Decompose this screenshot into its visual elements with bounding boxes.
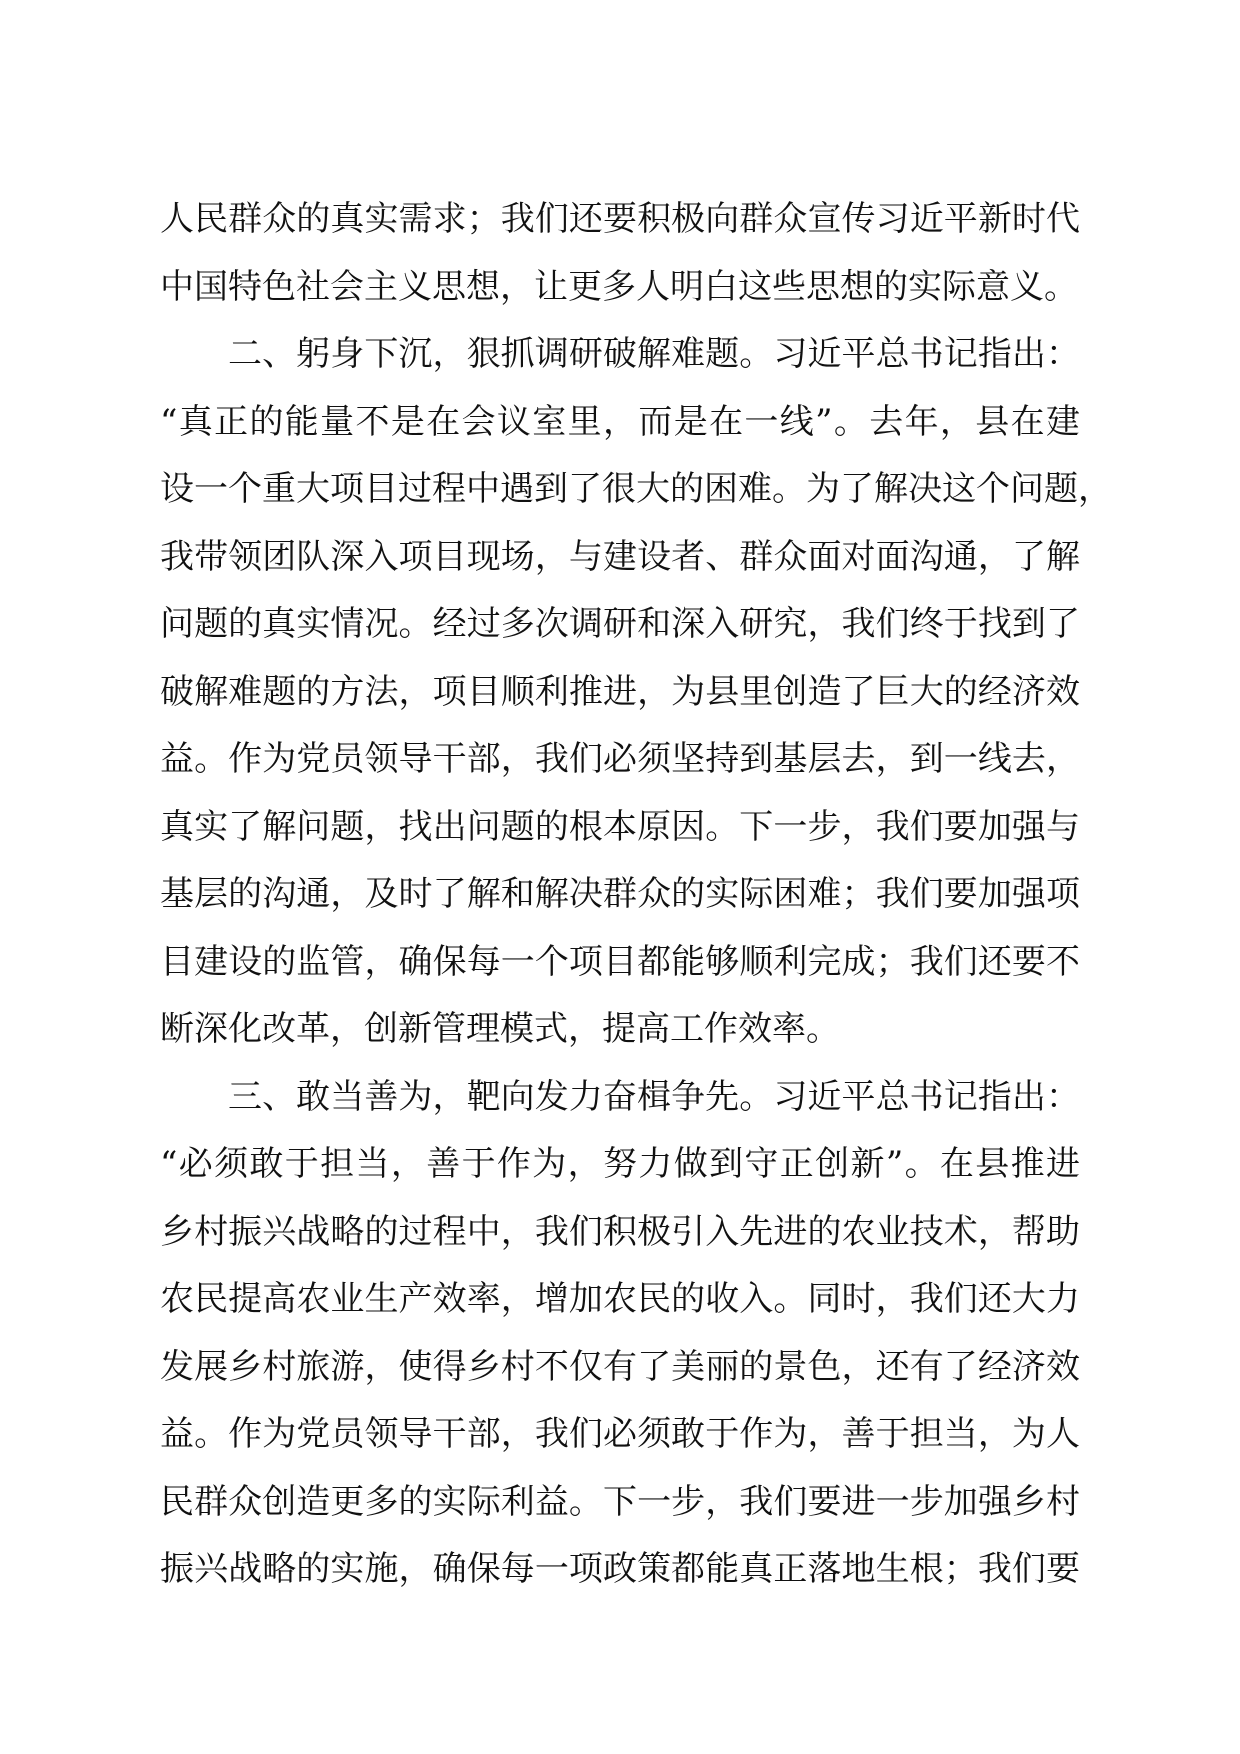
body-line: 目建设的监管，确保每一个项目都能够顺利完成；我们还要不 xyxy=(160,941,1080,982)
body-line: 振兴战略的实施，确保每一项政策都能真正落地生根；我们要 xyxy=(160,1549,1080,1589)
body-line: 基层的沟通，及时了解和解决群众的实际困难；我们要加强项 xyxy=(160,874,1080,914)
body-line: 设一个重大项目过程中遇到了很大的困难。为了解决这个问题， xyxy=(160,469,1112,509)
body-line: 民群众创造更多的实际利益。下一步，我们要进一步加强乡村 xyxy=(160,1481,1080,1522)
body-line: 真实了解问题，找出问题的根本原因。下一步，我们要加强与 xyxy=(160,806,1080,847)
body-line: 破解难题的方法，项目顺利推进，为县里创造了巨大的经济效 xyxy=(160,671,1080,712)
section-heading-line: 三、敢当善为，靶向发力奋楫争先。习近平总书记指出： xyxy=(228,1076,1080,1117)
body-line: 乡村振兴战略的过程中，我们积极引入先进的农业技术，帮助 xyxy=(160,1211,1080,1252)
body-line: 我带领团队深入项目现场，与建设者、群众面对面沟通，了解 xyxy=(160,536,1080,577)
body-line: 人民群众的真实需求；我们还要积极向群众宣传习近平新时代 xyxy=(160,199,1080,239)
body-line: 发展乡村旅游，使得乡村不仅有了美丽的景色，还有了经济效 xyxy=(160,1346,1080,1387)
body-line: “真正的能量不是在会议室里，而是在一线”。去年，县在建 xyxy=(160,401,1080,442)
document-body xyxy=(160,186,1112,1604)
body-line: 益。作为党员领导干部，我们必须坚持到基层去，到一线去， xyxy=(160,739,1080,779)
body-line: “必须敢于担当，善于作为，努力做到守正创新”。在县推进 xyxy=(160,1144,1080,1184)
body-line: 断深化改革，创新管理模式，提高工作效率。 xyxy=(160,1009,840,1049)
body-line: 益。作为党员领导干部，我们必须敢于作为，善于担当，为人 xyxy=(160,1414,1080,1454)
section-heading-line: 二、躬身下沉，狠抓调研破解难题。习近平总书记指出： xyxy=(228,334,1080,374)
body-line: 问题的真实情况。经过多次调研和深入研究，我们终于找到了 xyxy=(160,604,1080,644)
body-line: 中国特色社会主义思想，让更多人明白这些思想的实际意义。 xyxy=(160,266,1078,307)
body-line: 农民提高农业生产效率，增加农民的收入。同时，我们还大力 xyxy=(160,1279,1080,1319)
